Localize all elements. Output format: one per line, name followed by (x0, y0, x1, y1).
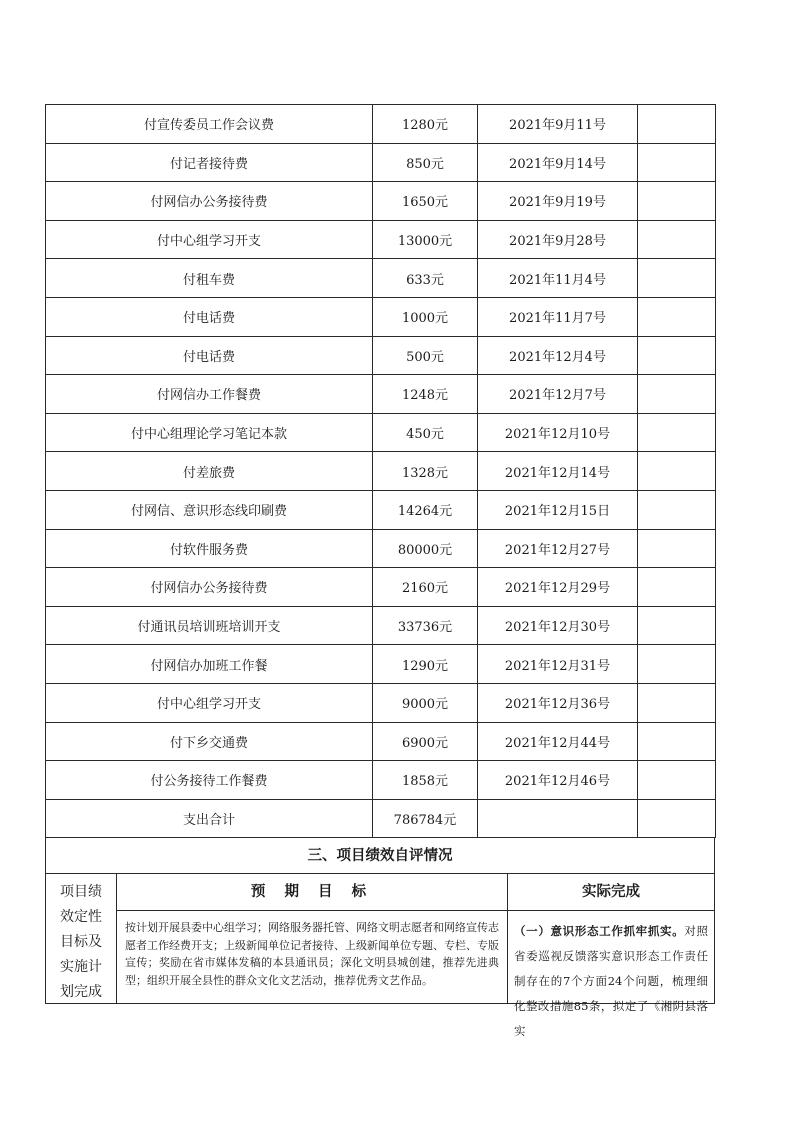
expense-date: 2021年12月15日 (478, 490, 638, 529)
expense-item: 付软件服务费 (46, 529, 373, 568)
actual-completion-lead: （一）意识形态工作抓牢抓实。 (514, 924, 685, 939)
expense-date: 2021年12月29号 (478, 568, 638, 607)
document-sheet (45, 104, 715, 1039)
actual-completion-text (508, 911, 714, 1044)
expense-note (638, 452, 716, 491)
expense-amount: 1280元 (373, 105, 478, 144)
expense-note (638, 105, 716, 144)
expected-goals-text: 按计划开展县委中心组学习；网络服务器托管、网络文明志愿者和网络宣传志愿者工作经费开支；上级新闻单位记者接待、上级新闻单位专题、专栏、专版宣传；奖励在省市媒体发稿的本县通讯员；深化文明县城创建，推荐先进典型；组织开展全县性的群众文化文艺活动，推荐优秀文艺作品。 (125, 921, 499, 987)
expense-note (638, 529, 716, 568)
expense-date: 2021年12月4号 (478, 336, 638, 375)
table-row (46, 568, 716, 607)
expense-note (638, 761, 716, 800)
performance-section (45, 874, 715, 1039)
expense-note (638, 683, 716, 722)
expense-amount: 14264元 (373, 490, 478, 529)
expense-amount: 2160元 (373, 568, 478, 607)
expense-amount: 6900元 (373, 722, 478, 761)
expense-note (638, 297, 716, 336)
expense-item: 付中心组学习开支 (46, 220, 373, 259)
performance-label-line: 项目绩 (60, 884, 102, 901)
expense-date: 2021年9月19号 (478, 182, 638, 221)
expense-item: 付记者接待费 (46, 143, 373, 182)
performance-label (46, 874, 117, 1003)
expense-note (638, 568, 716, 607)
expected-goals-header: 预 期 目 标 (117, 874, 507, 911)
expense-table-body (46, 105, 716, 838)
table-row (46, 761, 716, 800)
expense-date: 2021年12月27号 (478, 529, 638, 568)
table-row (46, 375, 716, 414)
table-row (46, 722, 716, 761)
expense-date: 2021年12月46号 (478, 761, 638, 800)
expected-goals-column (117, 874, 508, 1003)
performance-label-line: 目标及 (60, 934, 102, 951)
table-row (46, 297, 716, 336)
expense-date: 2021年9月11号 (478, 105, 638, 144)
expense-note (638, 220, 716, 259)
expense-amount: 1858元 (373, 761, 478, 800)
table-row (46, 259, 716, 298)
expense-item: 付网信办公务接待费 (46, 182, 373, 221)
expense-amount: 633元 (373, 259, 478, 298)
total-note (638, 799, 716, 838)
expense-date: 2021年9月14号 (478, 143, 638, 182)
expense-date: 2021年12月44号 (478, 722, 638, 761)
performance-label-line: 划完成 (60, 984, 102, 1001)
expense-date: 2021年12月36号 (478, 683, 638, 722)
expense-note (638, 413, 716, 452)
expense-item: 付中心组学习开支 (46, 683, 373, 722)
table-row (46, 413, 716, 452)
expense-note (638, 375, 716, 414)
expense-item: 付网信办加班工作餐 (46, 645, 373, 684)
expense-amount: 450元 (373, 413, 478, 452)
expense-amount: 13000元 (373, 220, 478, 259)
expense-item: 付电话费 (46, 297, 373, 336)
expense-date: 2021年12月31号 (478, 645, 638, 684)
expense-amount: 9000元 (373, 683, 478, 722)
expense-date: 2021年12月14号 (478, 452, 638, 491)
expense-date: 2021年11月4号 (478, 259, 638, 298)
expense-item: 付通讯员培训班培训开支 (46, 606, 373, 645)
performance-label-line: 效定性 (60, 909, 102, 926)
expense-amount: 1328元 (373, 452, 478, 491)
expense-note (638, 182, 716, 221)
expense-item: 付差旅费 (46, 452, 373, 491)
table-row (46, 645, 716, 684)
expense-table (45, 104, 716, 838)
expense-item: 付网信、意识形态线印刷费 (46, 490, 373, 529)
expense-date: 2021年9月28号 (478, 220, 638, 259)
expense-date: 2021年12月30号 (478, 606, 638, 645)
expense-item: 付中心组理论学习笔记本款 (46, 413, 373, 452)
table-row (46, 529, 716, 568)
expense-amount: 850元 (373, 143, 478, 182)
table-row (46, 182, 716, 221)
table-row (46, 683, 716, 722)
expense-item: 付租车费 (46, 259, 373, 298)
expense-note (638, 722, 716, 761)
expense-date: 2021年11月7号 (478, 297, 638, 336)
actual-completion-header: 实际完成 (508, 874, 714, 911)
table-row (46, 336, 716, 375)
table-row (46, 606, 716, 645)
table-row (46, 220, 716, 259)
actual-completion-body: 对照省委巡视反馈落实意识形态工作责任制存在的7个方面24个问题，梳理细化整改措施85条，拟定了《湘阴县落实 (514, 924, 709, 1039)
expense-item: 付下乡交通费 (46, 722, 373, 761)
expense-note (638, 259, 716, 298)
expense-note (638, 645, 716, 684)
expense-note (638, 143, 716, 182)
total-row (46, 799, 716, 838)
expense-item: 付宣传委员工作会议费 (46, 105, 373, 144)
expense-note (638, 336, 716, 375)
total-label: 支出合计 (46, 799, 373, 838)
expense-amount: 500元 (373, 336, 478, 375)
expense-item: 付电话费 (46, 336, 373, 375)
expense-date: 2021年12月10号 (478, 413, 638, 452)
table-row (46, 105, 716, 144)
section-title: 三、项目绩效自评情况 (45, 838, 715, 874)
expense-item: 付网信办公务接待费 (46, 568, 373, 607)
actual-completion-column (508, 874, 714, 1039)
table-row (46, 490, 716, 529)
table-row (46, 143, 716, 182)
expense-amount: 1248元 (373, 375, 478, 414)
total-amount: 786784元 (373, 799, 478, 838)
total-date (478, 799, 638, 838)
expense-amount: 33736元 (373, 606, 478, 645)
expense-item: 付公务接待工作餐费 (46, 761, 373, 800)
expense-note (638, 490, 716, 529)
expense-amount: 80000元 (373, 529, 478, 568)
table-row (46, 452, 716, 491)
expense-amount: 1290元 (373, 645, 478, 684)
expense-item: 付网信办工作餐费 (46, 375, 373, 414)
expense-note (638, 606, 716, 645)
expense-amount: 1650元 (373, 182, 478, 221)
expense-amount: 1000元 (373, 297, 478, 336)
performance-label-line: 实施计 (60, 959, 102, 976)
expense-date: 2021年12月7号 (478, 375, 638, 414)
